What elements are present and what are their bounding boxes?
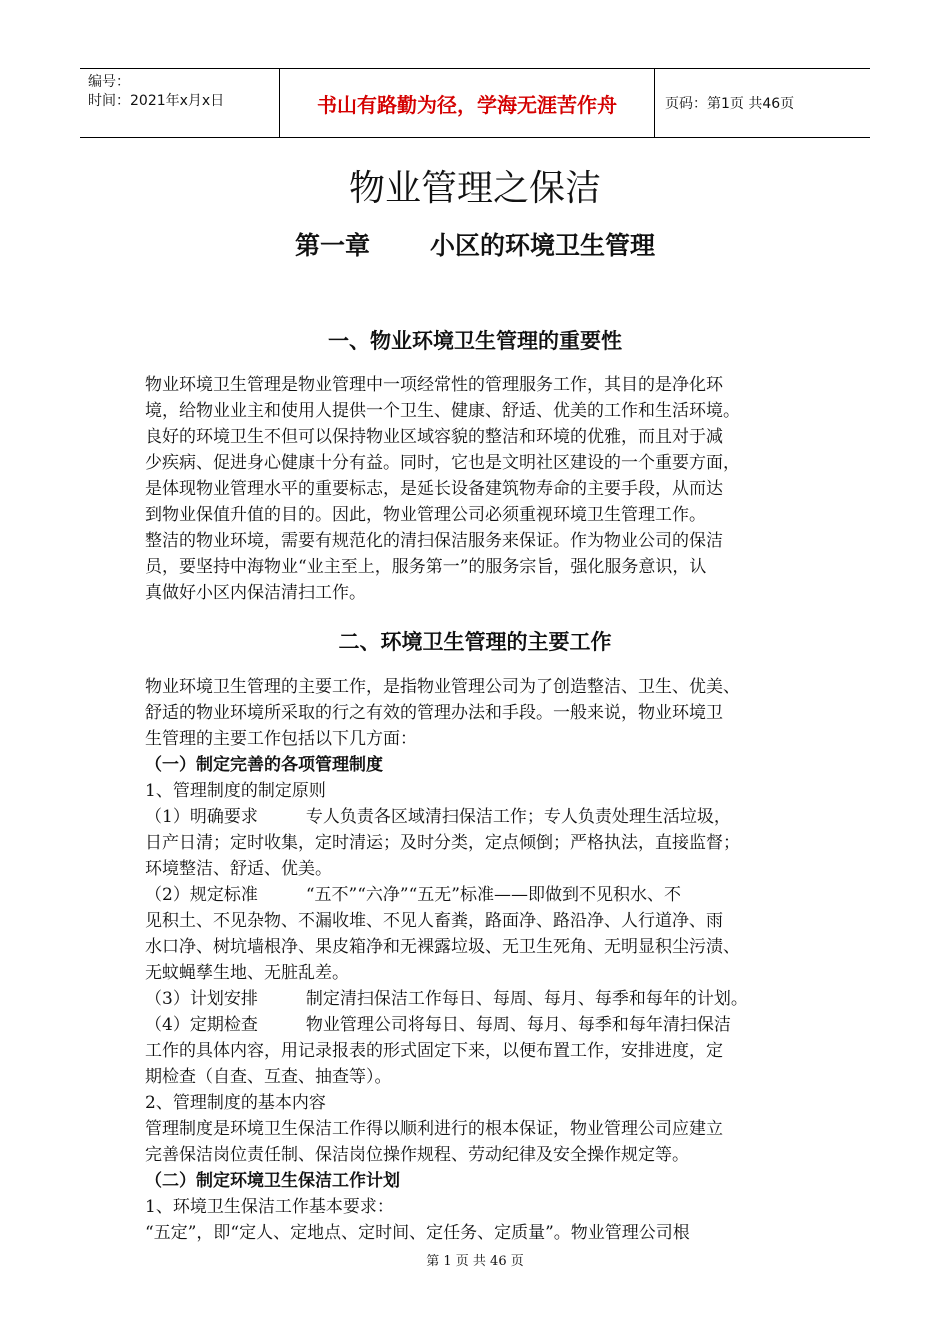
document-title: 物业管理之保洁 xyxy=(348,168,601,209)
text-line: 日产日清；定时收集，定时清运；及时分类，定点倾倒；严格执法，直接监督； xyxy=(145,833,740,853)
text-line: 舒适的物业环境所采取的行之有效的管理办法和手段。一般来说，物业环境卫 xyxy=(145,703,723,723)
text-line: 工作的具体内容，用记录报表的形式固定下来，以便布置工作，安排进度，定 xyxy=(145,1041,723,1061)
subsection-1-title: （一）制定完善的各项管理制度 xyxy=(145,755,383,775)
rule-4 xyxy=(145,1012,810,1038)
rule-2-text: “五不”“六净”“五无”标准——即做到不见积水、不 xyxy=(305,885,681,905)
text-line: 无蚊蝇孳生地、无脏乱差。 xyxy=(145,963,349,983)
section-1-title: 一、物业环境卫生管理的重要性 xyxy=(328,329,622,353)
text-line: 管理制度是环境卫生保洁工作得以顺利进行的根本保证，物业管理公司应建立 xyxy=(145,1119,723,1139)
text-line: 见积土、不见杂物、不漏收堆、不见人畜粪，路面净、路沿净、人行道净、雨 xyxy=(145,911,723,931)
rule-4-label: （4）定期检查 xyxy=(145,1015,258,1035)
rule-2-label: （2）规定标准 xyxy=(145,885,258,905)
rule-1 xyxy=(145,804,810,830)
text-line: 良好的环境卫生不但可以保持物业区域容貌的整洁和环境的优雅，而且对于减 xyxy=(145,427,723,447)
text-line: 整洁的物业环境，需要有规范化的清扫保洁服务来保证。作为物业公司的保洁 xyxy=(145,531,723,551)
rule-4-text: 物业管理公司将每日、每周、每月、每季和每年清扫保洁 xyxy=(305,1015,731,1035)
number-label: 编号： xyxy=(88,74,130,90)
text-line: 员，要坚持中海物业“业主至上，服务第一”的服务宗旨，强化服务意识，认 xyxy=(145,557,707,577)
text-line: 期检查（自查、互查、抽查等）。 xyxy=(145,1067,392,1087)
rule-3-label: （3）计划安排 xyxy=(145,989,258,1009)
item-1-title: 1、管理制度的制定原则 xyxy=(145,781,326,801)
section-1-body xyxy=(145,372,810,606)
header-motto: 书山有路勤为径，学海无涯苦作舟 xyxy=(280,69,655,137)
rule-3 xyxy=(145,986,810,1012)
text-line: “五定”，即“定人、定地点、定时间、定任务、定质量”。物业管理公司根 xyxy=(145,1223,690,1243)
text-line: 真做好小区内保洁清扫工作。 xyxy=(145,583,366,603)
rule-1-label: （1）明确要求 xyxy=(145,807,258,827)
item-2-title: 2、管理制度的基本内容 xyxy=(145,1093,326,1113)
rule-3-text: 制定清扫保洁工作每日、每周、每月、每季和每年的计划。 xyxy=(305,989,748,1009)
section-2-title: 二、环境卫生管理的主要工作 xyxy=(338,630,612,654)
page-footer: 第 1 页 共 46 页 xyxy=(426,1254,524,1269)
header-meta xyxy=(80,69,280,137)
text-line: 是体现物业管理水平的重要标志，是延长设备建筑物寿命的主要手段，从而达 xyxy=(145,479,723,499)
time-label: 时间：2021年x月x日 xyxy=(88,93,225,109)
text-line: 生管理的主要工作包括以下几方面： xyxy=(145,729,417,749)
rule-2 xyxy=(145,882,810,908)
text-line: 水口净、树坑墙根净、果皮箱净和无裸露垃圾、无卫生死角、无明显积尘污渍、 xyxy=(145,937,740,957)
text-line: 境，给物业业主和使用人提供一个卫生、健康、舒适、优美的工作和生活环境。 xyxy=(145,401,740,421)
text-line: 物业环境卫生管理是物业管理中一项经常性的管理服务工作，其目的是净化环 xyxy=(145,375,723,395)
text-line: 少疾病、促进身心健康十分有益。同时，它也是文明社区建设的一个重要方面， xyxy=(145,453,740,473)
text-line: 到物业保值升值的目的。因此，物业管理公司必须重视环境卫生管理工作。 xyxy=(145,505,706,525)
page-header xyxy=(80,68,870,138)
chapter-number: 第一章 xyxy=(294,231,370,260)
section-2-body xyxy=(145,674,810,1246)
chapter-heading xyxy=(0,226,950,262)
chapter-name: 小区的环境卫生管理 xyxy=(430,231,656,260)
header-page-info: 页码：第1页 共46页 xyxy=(665,96,795,112)
text-line: 完善保洁岗位责任制、保洁岗位操作规程、劳动纪律及安全操作规定等。 xyxy=(145,1145,689,1165)
rule-1-text: 专人负责各区域清扫保洁工作；专人负责处理生活垃圾， xyxy=(305,807,731,827)
text-line: 环境整洁、舒适、优美。 xyxy=(145,859,332,879)
item-3-title: 1、环境卫生保洁工作基本要求： xyxy=(145,1197,394,1217)
subsection-2-title: （二）制定环境卫生保洁工作计划 xyxy=(145,1171,400,1191)
text-line: 物业环境卫生管理的主要工作，是指物业管理公司为了创造整洁、卫生、优美、 xyxy=(145,677,740,697)
